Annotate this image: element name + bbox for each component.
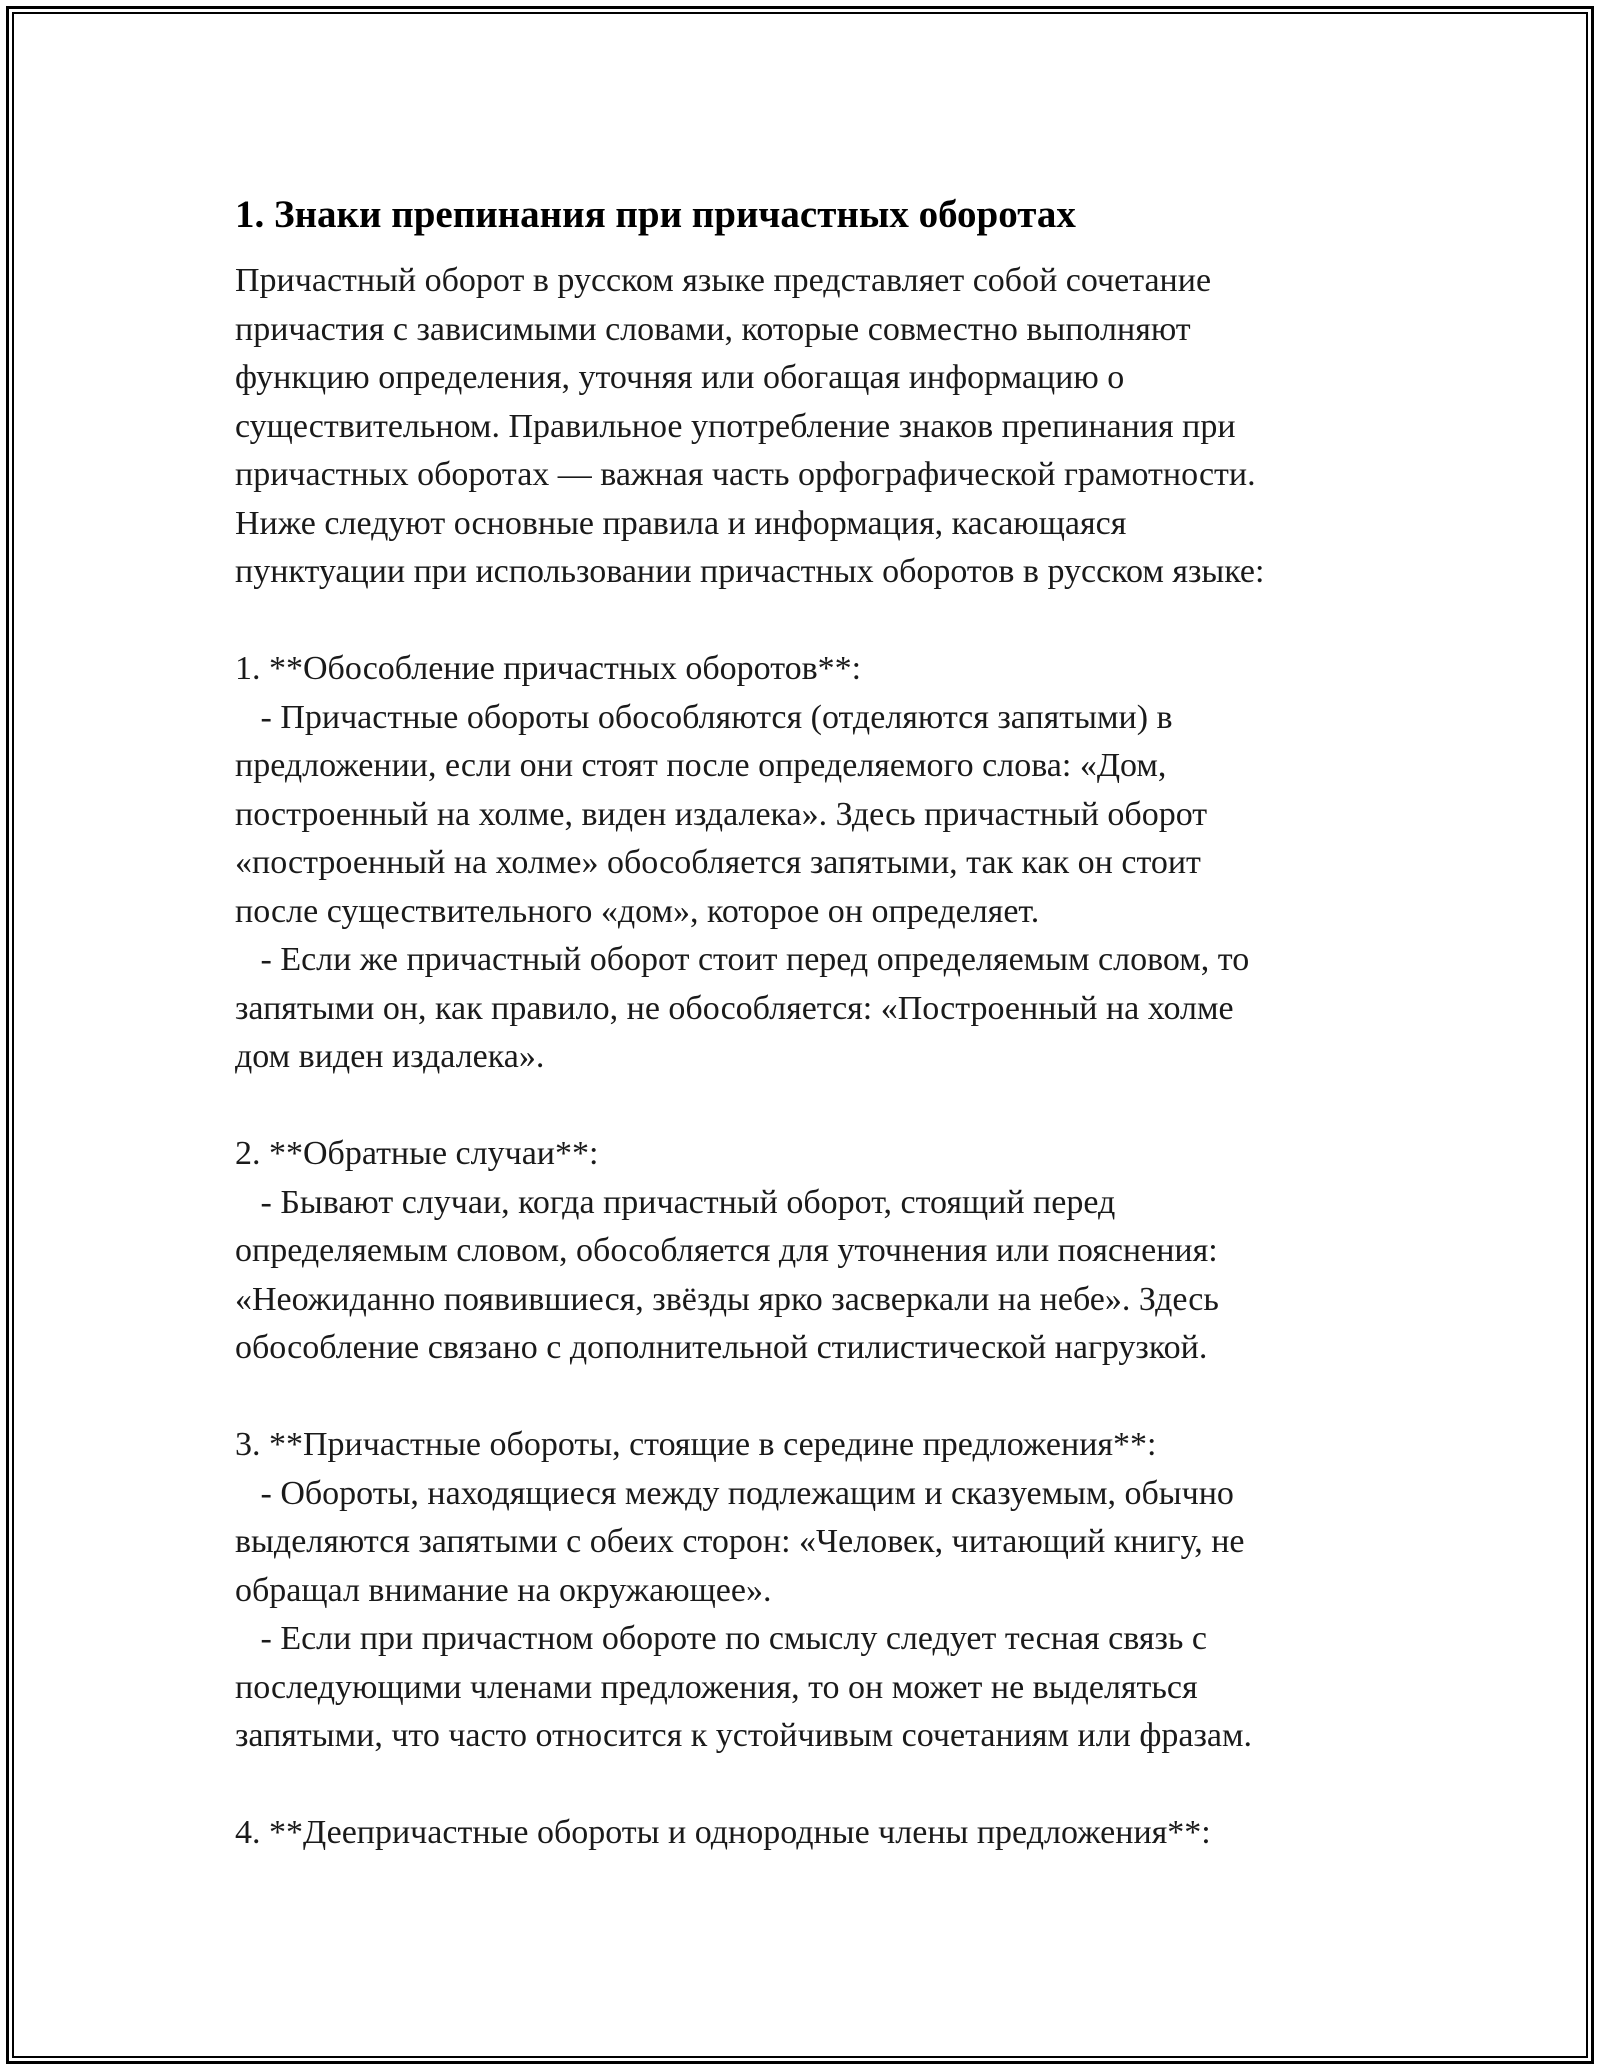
document-title: 1. Знаки препинания при причастных оборотах: [235, 193, 1076, 236]
document-body: Причастный оборот в русском языке представляет собой сочетание причастия с зависимыми словами, которые совместно выполняют функцию определения, уточняя или обогащая информацию о существительном. Правильное употребление знаков препинания при причастных оборотах — важная часть орфографической грамотности. Ниже следуют основные правила и информация, касающаяся пунктуации при использовании причастных оборотов в русском языке: 1. **Обособление причастных оборотов**: - Причастные обороты обособляются (отделяются запятыми) в предложении, если они стоят после определяемого слова: «Дом, построенный на холме, виден издалека». Здесь причастный оборот «построенный на холме» обособляется запятыми, так как он стоит после существительного «дом», которое он определяет. - Если же причастный оборот стоит перед определяемым словом, то запятыми он, как правило, не обособляется: «Построенный на холме дом виден издалека». 2. **Обратные случаи**: - Бывают случаи, когда причастный оборот, стоящий перед определяемым словом, обособляется для уточнения или пояснения: «Неожиданно появившиеся, звёзды ярко засверкали на небе». Здесь обособление связано с дополнительной стилистической нагрузкой. 3. **Причастные обороты, стоящие в середине предложения**: - Обороты, находящиеся между подлежащим и сказуемым, обычно выделяются запятыми с обеих сторон: «Человек, читающий книгу, не обращал внимание на окружающее». - Если при причастном обороте по смыслу следует тесная связь с последующими членами предложения, то он может не выделяться запятыми, что часто относится к устойчивым сочетаниям или фразам. 4. **Деепричастные обороты и однородные члены предложения**:: [235, 262, 1265, 1851]
document-content: [235, 185, 1400, 1858]
